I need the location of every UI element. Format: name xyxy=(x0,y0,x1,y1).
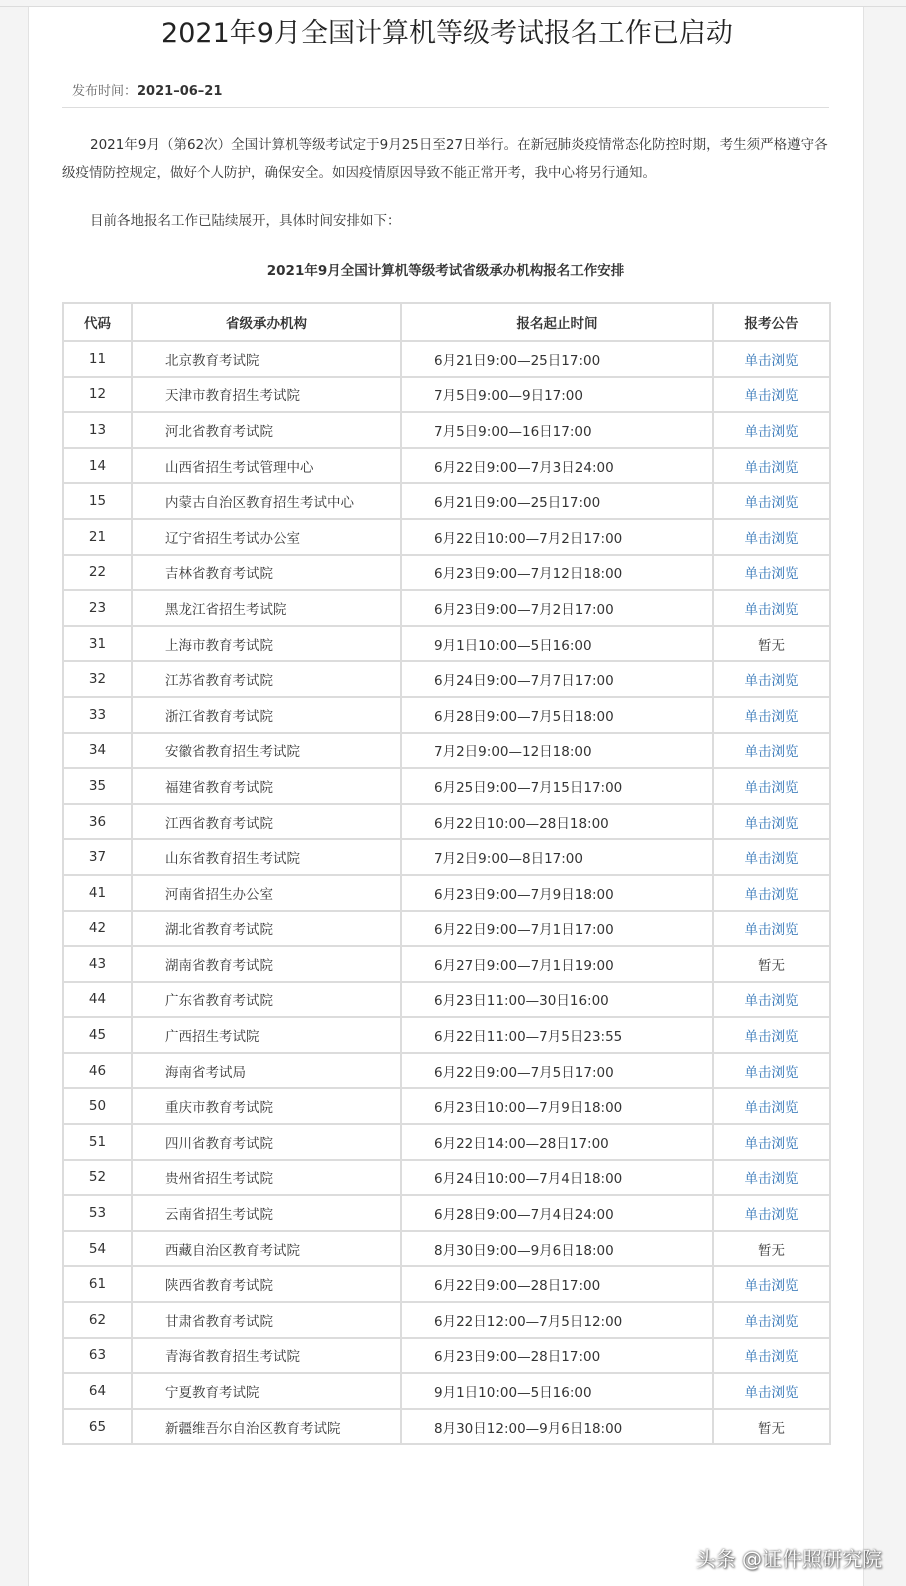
row-org-cell-text: 辽宁省招生考试办公室 xyxy=(165,530,300,547)
table-row xyxy=(63,661,830,697)
row-code-cell-text: 54 xyxy=(88,1240,107,1257)
table-row xyxy=(63,377,830,413)
row-org-cell-text: 云南省招生考试院 xyxy=(165,1207,273,1224)
row-time-cell-text: 6月22日9:00—7月3日24:00 xyxy=(434,459,614,476)
table-row xyxy=(63,1160,830,1196)
row-org-cell xyxy=(132,1338,401,1374)
row-notice-cell xyxy=(713,519,830,555)
row-org-cell xyxy=(132,982,401,1018)
row-code-cell-text: 42 xyxy=(88,920,107,937)
row-code-cell xyxy=(63,733,132,769)
table-row xyxy=(63,555,830,591)
row-org-cell xyxy=(132,1124,401,1160)
publish-meta xyxy=(72,83,222,101)
row-notice-cell xyxy=(713,412,830,448)
row-time-cell-text: 6月22日10:00—7月2日17:00 xyxy=(434,530,623,547)
row-org-cell-text: 四川省教育考试院 xyxy=(165,1135,273,1152)
row-org-cell xyxy=(132,804,401,840)
header-time: 报名起止时间 xyxy=(401,303,713,341)
row-notice-cell xyxy=(713,1409,830,1445)
notice-link[interactable]: 单击浏览 xyxy=(744,708,799,725)
row-time-cell xyxy=(401,1195,713,1231)
notice-link[interactable]: 单击浏览 xyxy=(744,1029,799,1046)
row-notice-cell xyxy=(713,661,830,697)
row-org-cell-text: 新疆维吾尔自治区教育考试院 xyxy=(165,1420,341,1437)
row-code-cell xyxy=(63,982,132,1018)
row-code-cell-text: 36 xyxy=(88,813,107,830)
row-org-cell-text: 西藏自治区教育考试院 xyxy=(165,1242,300,1259)
row-time-cell xyxy=(401,982,713,1018)
row-time-cell xyxy=(401,661,713,697)
row-org-cell xyxy=(132,412,401,448)
table-row xyxy=(63,1088,830,1124)
row-notice-cell xyxy=(713,341,830,377)
row-org-cell xyxy=(132,626,401,662)
row-org-cell xyxy=(132,768,401,804)
row-time-cell-text: 6月23日9:00—28日17:00 xyxy=(434,1349,601,1366)
row-time-cell xyxy=(401,1053,713,1089)
row-notice-cell xyxy=(713,1053,830,1089)
row-code-cell xyxy=(63,1338,132,1374)
notice-link[interactable]: 单击浏览 xyxy=(744,993,799,1010)
row-notice-cell xyxy=(713,626,830,662)
row-code-cell xyxy=(63,448,132,484)
table-caption: 2021年9月全国计算机等级考试省级承办机构报名工作安排 xyxy=(266,263,625,279)
table-row xyxy=(63,1409,830,1445)
notice-link[interactable]: 单击浏览 xyxy=(744,673,799,690)
row-code-cell-text: 64 xyxy=(88,1383,107,1400)
row-time-cell-text: 6月28日9:00—7月5日18:00 xyxy=(434,708,614,725)
row-code-cell xyxy=(63,412,132,448)
row-time-cell xyxy=(401,555,713,591)
notice-unavailable: 暂无 xyxy=(758,1420,785,1437)
notice-link[interactable]: 单击浏览 xyxy=(744,1278,799,1295)
row-code-cell-text: 21 xyxy=(88,528,107,545)
row-time-cell-text: 6月23日9:00—7月9日18:00 xyxy=(434,886,614,903)
row-org-cell xyxy=(132,590,401,626)
notice-unavailable: 暂无 xyxy=(758,957,785,974)
row-time-cell-text: 6月22日10:00—28日18:00 xyxy=(434,815,609,832)
row-org-cell-text: 安徽省教育招生考试院 xyxy=(165,744,300,761)
table-row xyxy=(63,1302,830,1338)
notice-link[interactable]: 单击浏览 xyxy=(744,1349,799,1366)
notice-link[interactable]: 单击浏览 xyxy=(744,744,799,761)
row-time-cell-text: 6月21日9:00—25日17:00 xyxy=(434,352,601,369)
notice-unavailable: 暂无 xyxy=(758,637,785,654)
row-org-cell-text: 重庆市教育考试院 xyxy=(165,1100,273,1117)
row-code-cell xyxy=(63,1088,132,1124)
row-code-cell-text: 52 xyxy=(88,1169,107,1186)
row-time-cell-text: 7月2日9:00—8日17:00 xyxy=(434,851,583,868)
row-notice-cell xyxy=(713,448,830,484)
table-row xyxy=(63,1017,830,1053)
row-org-cell xyxy=(132,377,401,413)
row-code-cell-text: 33 xyxy=(88,706,107,723)
notice-link[interactable]: 单击浏览 xyxy=(744,423,799,440)
row-org-cell-text: 贵州省招生考试院 xyxy=(165,1171,273,1188)
row-time-cell-text: 6月22日9:00—7月1日17:00 xyxy=(434,922,614,939)
table-row xyxy=(63,946,830,982)
notice-unavailable: 暂无 xyxy=(758,1242,785,1259)
notice-link[interactable]: 单击浏览 xyxy=(744,1171,799,1188)
table-row xyxy=(63,839,830,875)
notice-link[interactable]: 单击浏览 xyxy=(744,459,799,476)
row-code-cell-text: 31 xyxy=(88,635,107,652)
row-org-cell xyxy=(132,519,401,555)
row-code-cell xyxy=(63,1266,132,1302)
row-org-cell xyxy=(132,1160,401,1196)
row-org-cell-text: 甘肃省教育考试院 xyxy=(165,1313,273,1330)
table-row xyxy=(63,341,830,377)
row-time-cell xyxy=(401,341,713,377)
table-row xyxy=(63,875,830,911)
row-org-cell xyxy=(132,1302,401,1338)
row-time-cell-text: 6月22日11:00—7月5日23:55 xyxy=(434,1029,623,1046)
row-time-cell xyxy=(401,1160,713,1196)
table-row xyxy=(63,448,830,484)
row-code-cell xyxy=(63,911,132,947)
row-org-cell xyxy=(132,839,401,875)
row-time-cell xyxy=(401,1017,713,1053)
row-time-cell xyxy=(401,377,713,413)
row-code-cell xyxy=(63,697,132,733)
row-org-cell xyxy=(132,875,401,911)
publish-label: 发布时间： xyxy=(72,84,138,99)
row-org-cell xyxy=(132,697,401,733)
row-org-cell-text: 江西省教育考试院 xyxy=(165,815,273,832)
row-org-cell xyxy=(132,1088,401,1124)
table-row xyxy=(63,519,830,555)
row-code-cell-text: 13 xyxy=(88,421,107,438)
header-org: 省级承办机构 xyxy=(132,303,401,341)
row-notice-cell xyxy=(713,1017,830,1053)
row-time-cell-text: 6月23日11:00—30日16:00 xyxy=(434,993,609,1010)
row-time-cell xyxy=(401,1088,713,1124)
row-code-cell xyxy=(63,483,132,519)
table-row xyxy=(63,1053,830,1089)
row-code-cell-text: 22 xyxy=(88,564,107,581)
row-org-cell-text: 湖南省教育考试院 xyxy=(165,957,273,974)
row-code-cell xyxy=(63,1231,132,1267)
row-time-cell-text: 6月21日9:00—25日17:00 xyxy=(434,495,601,512)
row-code-cell-text: 15 xyxy=(88,493,107,510)
row-code-cell xyxy=(63,661,132,697)
row-time-cell-text: 6月28日9:00—7月4日24:00 xyxy=(434,1207,614,1224)
watermark-text: 头条 @证件照研究院 xyxy=(695,1547,882,1571)
meta-divider xyxy=(62,107,829,108)
row-time-cell xyxy=(401,1409,713,1445)
row-org-cell-text: 内蒙古自治区教育招生考试中心 xyxy=(165,495,354,512)
row-code-cell-text: 65 xyxy=(88,1418,107,1435)
row-notice-cell xyxy=(713,555,830,591)
notice-link[interactable]: 单击浏览 xyxy=(744,1135,799,1152)
row-time-cell xyxy=(401,911,713,947)
row-time-cell xyxy=(401,626,713,662)
row-org-cell-text: 广东省教育考试院 xyxy=(165,993,273,1010)
row-time-cell xyxy=(401,1338,713,1374)
row-org-cell xyxy=(132,555,401,591)
table-row xyxy=(63,1231,830,1267)
row-code-cell-text: 35 xyxy=(88,777,107,794)
row-code-cell-text: 61 xyxy=(88,1276,107,1293)
notice-link[interactable]: 单击浏览 xyxy=(744,922,799,939)
row-org-cell-text: 浙江省教育考试院 xyxy=(165,708,273,725)
row-code-cell xyxy=(63,768,132,804)
notice-link[interactable]: 单击浏览 xyxy=(744,851,799,868)
table-body xyxy=(63,341,830,1444)
schedule-intro-paragraph: 目前各地报名工作已陆续展开，具体时间安排如下： xyxy=(90,213,401,229)
row-org-cell xyxy=(132,1017,401,1053)
row-org-cell xyxy=(132,1409,401,1445)
row-org-cell xyxy=(132,946,401,982)
row-time-cell xyxy=(401,946,713,982)
row-org-cell-text: 上海市教育考试院 xyxy=(165,637,273,654)
row-time-cell xyxy=(401,1124,713,1160)
row-code-cell-text: 62 xyxy=(88,1311,107,1328)
row-code-cell-text: 12 xyxy=(88,386,107,403)
article-page xyxy=(28,7,864,1586)
row-time-cell-text: 7月5日9:00—9日17:00 xyxy=(434,388,583,405)
row-code-cell-text: 11 xyxy=(88,350,107,367)
row-org-cell-text: 青海省教育招生考试院 xyxy=(165,1349,300,1366)
row-time-cell-text: 8月30日9:00—9月6日18:00 xyxy=(434,1242,614,1259)
row-org-cell-text: 天津市教育招生考试院 xyxy=(165,388,300,405)
row-time-cell-text: 6月22日9:00—7月5日17:00 xyxy=(434,1064,614,1081)
row-org-cell-text: 河北省教育考试院 xyxy=(165,423,273,440)
table-row xyxy=(63,412,830,448)
row-code-cell xyxy=(63,1195,132,1231)
row-code-cell xyxy=(63,519,132,555)
row-org-cell-text: 福建省教育考试院 xyxy=(165,779,273,796)
row-org-cell-text: 河南省招生办公室 xyxy=(165,886,273,903)
row-notice-cell xyxy=(713,946,830,982)
row-code-cell-text: 34 xyxy=(88,742,107,759)
row-code-cell-text: 14 xyxy=(88,457,107,474)
intro-paragraph: 2021年9月（第62次）全国计算机等级考试定于9月25日至27日举行。在新冠肺炎疫情常态化防控时期，考生须严格遵守各级疫情防控规定，做好个人防护，确保安全。如因疫情原因导致不能正常开考，我中心将另行通知。 xyxy=(62,137,828,181)
row-time-cell xyxy=(401,519,713,555)
table-row xyxy=(63,483,830,519)
row-code-cell-text: 63 xyxy=(88,1347,107,1364)
publish-date: 2021–06–21 xyxy=(137,84,223,99)
row-notice-cell xyxy=(713,697,830,733)
row-time-cell xyxy=(401,412,713,448)
row-notice-cell xyxy=(713,839,830,875)
row-org-cell xyxy=(132,1195,401,1231)
row-notice-cell xyxy=(713,804,830,840)
table-row xyxy=(63,804,830,840)
notice-link[interactable]: 单击浏览 xyxy=(744,1100,799,1117)
row-org-cell xyxy=(132,1266,401,1302)
row-code-cell xyxy=(63,555,132,591)
row-code-cell xyxy=(63,626,132,662)
row-notice-cell xyxy=(713,875,830,911)
row-time-cell xyxy=(401,733,713,769)
row-org-cell xyxy=(132,661,401,697)
row-time-cell xyxy=(401,875,713,911)
row-code-cell xyxy=(63,1409,132,1445)
row-code-cell xyxy=(63,1302,132,1338)
notice-link[interactable]: 单击浏览 xyxy=(744,1064,799,1081)
row-notice-cell xyxy=(713,982,830,1018)
row-org-cell xyxy=(132,1373,401,1409)
row-code-cell-text: 32 xyxy=(88,671,107,688)
row-time-cell-text: 6月23日10:00—7月9日18:00 xyxy=(434,1100,623,1117)
row-code-cell-text: 43 xyxy=(88,955,107,972)
notice-link[interactable]: 单击浏览 xyxy=(744,1207,799,1224)
row-code-cell-text: 46 xyxy=(88,1062,107,1079)
row-code-cell xyxy=(63,804,132,840)
row-notice-cell xyxy=(713,1088,830,1124)
table-row xyxy=(63,590,830,626)
row-notice-cell xyxy=(713,1338,830,1374)
row-code-cell xyxy=(63,1160,132,1196)
table-row xyxy=(63,1124,830,1160)
row-org-cell xyxy=(132,1053,401,1089)
row-code-cell xyxy=(63,875,132,911)
row-notice-cell xyxy=(713,1266,830,1302)
row-time-cell xyxy=(401,839,713,875)
row-time-cell-text: 6月23日9:00—7月2日17:00 xyxy=(434,601,614,618)
row-time-cell xyxy=(401,1231,713,1267)
notice-link[interactable]: 单击浏览 xyxy=(744,388,799,405)
row-code-cell-text: 23 xyxy=(88,599,107,616)
row-org-cell-text: 广西招生考试院 xyxy=(165,1029,260,1046)
notice-link[interactable]: 单击浏览 xyxy=(744,530,799,547)
row-code-cell-text: 37 xyxy=(88,849,107,866)
notice-link[interactable]: 单击浏览 xyxy=(744,886,799,903)
row-org-cell xyxy=(132,448,401,484)
row-notice-cell xyxy=(713,483,830,519)
row-notice-cell xyxy=(713,377,830,413)
row-time-cell-text: 6月25日9:00—7月15日17:00 xyxy=(434,779,623,796)
row-time-cell xyxy=(401,483,713,519)
row-time-cell xyxy=(401,804,713,840)
row-notice-cell xyxy=(713,911,830,947)
row-time-cell-text: 7月2日9:00—12日18:00 xyxy=(434,744,592,761)
row-code-cell xyxy=(63,590,132,626)
row-notice-cell xyxy=(713,1302,830,1338)
registration-schedule-table xyxy=(62,302,831,1445)
row-notice-cell xyxy=(713,590,830,626)
notice-link[interactable]: 单击浏览 xyxy=(744,601,799,618)
row-time-cell-text: 6月23日9:00—7月12日18:00 xyxy=(434,566,623,583)
row-org-cell-text: 黑龙江省招生考试院 xyxy=(165,601,287,618)
row-code-cell xyxy=(63,1017,132,1053)
table-row xyxy=(63,697,830,733)
row-org-cell-text: 宁夏教育考试院 xyxy=(165,1385,260,1402)
notice-link[interactable]: 单击浏览 xyxy=(744,566,799,583)
row-notice-cell xyxy=(713,1160,830,1196)
row-org-cell xyxy=(132,483,401,519)
row-org-cell xyxy=(132,341,401,377)
row-code-cell-text: 51 xyxy=(88,1133,107,1150)
row-time-cell-text: 6月24日9:00—7月7日17:00 xyxy=(434,673,614,690)
row-time-cell xyxy=(401,448,713,484)
row-time-cell xyxy=(401,697,713,733)
row-org-cell xyxy=(132,733,401,769)
row-org-cell-text: 陕西省教育考试院 xyxy=(165,1278,273,1295)
header-code: 代码 xyxy=(63,303,132,341)
row-time-cell-text: 6月22日14:00—28日17:00 xyxy=(434,1135,609,1152)
notice-link[interactable]: 单击浏览 xyxy=(744,1385,799,1402)
row-code-cell xyxy=(63,377,132,413)
row-time-cell-text: 9月1日10:00—5日16:00 xyxy=(434,1385,592,1402)
row-notice-cell xyxy=(713,1373,830,1409)
row-time-cell-text: 6月27日9:00—7月1日19:00 xyxy=(434,957,614,974)
table-row xyxy=(63,911,830,947)
table-row xyxy=(63,982,830,1018)
row-time-cell-text: 7月5日9:00—16日17:00 xyxy=(434,423,592,440)
row-time-cell xyxy=(401,1302,713,1338)
row-notice-cell xyxy=(713,1124,830,1160)
row-time-cell xyxy=(401,1373,713,1409)
row-code-cell-text: 45 xyxy=(88,1027,107,1044)
row-code-cell-text: 53 xyxy=(88,1205,107,1222)
row-time-cell xyxy=(401,768,713,804)
table-row xyxy=(63,626,830,662)
row-notice-cell xyxy=(713,1231,830,1267)
table-row xyxy=(63,1338,830,1374)
notice-link[interactable]: 单击浏览 xyxy=(744,352,799,369)
table-row xyxy=(63,1373,830,1409)
row-org-cell-text: 山东省教育招生考试院 xyxy=(165,851,300,868)
table-row xyxy=(63,733,830,769)
row-code-cell-text: 44 xyxy=(88,991,107,1008)
row-org-cell-text: 山西省招生考试管理中心 xyxy=(165,459,314,476)
notice-link[interactable]: 单击浏览 xyxy=(744,779,799,796)
row-code-cell xyxy=(63,946,132,982)
notice-link[interactable]: 单击浏览 xyxy=(744,495,799,512)
table-row xyxy=(63,1195,830,1231)
row-time-cell-text: 9月1日10:00—5日16:00 xyxy=(434,637,592,654)
row-org-cell-text: 吉林省教育考试院 xyxy=(165,566,273,583)
row-code-cell xyxy=(63,1124,132,1160)
row-time-cell-text: 6月22日9:00—28日17:00 xyxy=(434,1278,601,1295)
row-code-cell xyxy=(63,1053,132,1089)
row-time-cell-text: 8月30日12:00—9月6日18:00 xyxy=(434,1420,623,1437)
row-time-cell-text: 6月22日12:00—7月5日12:00 xyxy=(434,1313,623,1330)
row-code-cell-text: 50 xyxy=(88,1098,107,1115)
row-time-cell xyxy=(401,1266,713,1302)
row-code-cell xyxy=(63,839,132,875)
row-org-cell xyxy=(132,1231,401,1267)
header-notice: 报考公告 xyxy=(713,303,830,341)
row-time-cell-text: 6月24日10:00—7月4日18:00 xyxy=(434,1171,623,1188)
row-org-cell xyxy=(132,911,401,947)
row-org-cell-text: 海南省考试局 xyxy=(165,1064,246,1081)
notice-link[interactable]: 单击浏览 xyxy=(744,815,799,832)
row-notice-cell xyxy=(713,733,830,769)
table-row xyxy=(63,768,830,804)
row-code-cell xyxy=(63,341,132,377)
row-notice-cell xyxy=(713,768,830,804)
row-org-cell-text: 北京教育考试院 xyxy=(165,352,260,369)
row-org-cell-text: 江苏省教育考试院 xyxy=(165,673,273,690)
row-code-cell-text: 41 xyxy=(88,884,107,901)
row-code-cell xyxy=(63,1373,132,1409)
article-title: 2021年9月全国计算机等级考试报名工作已启动 xyxy=(161,18,733,49)
row-time-cell xyxy=(401,590,713,626)
table-row xyxy=(63,1266,830,1302)
notice-link[interactable]: 单击浏览 xyxy=(744,1313,799,1330)
row-org-cell-text: 湖北省教育考试院 xyxy=(165,922,273,939)
table-header-row xyxy=(63,303,830,341)
row-notice-cell xyxy=(713,1195,830,1231)
